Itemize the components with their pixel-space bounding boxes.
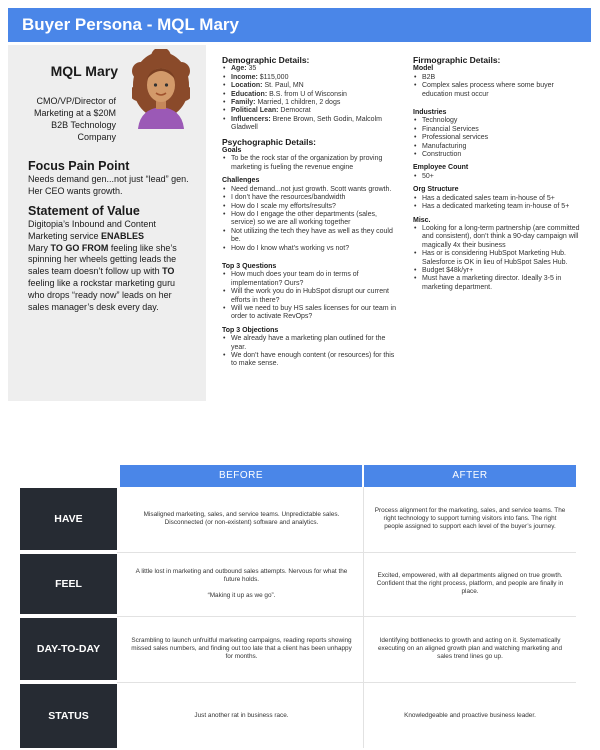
list-item: • How do I scale my efforts/results? (231, 203, 397, 211)
page-header (8, 8, 591, 42)
row-divider (117, 682, 576, 683)
have-before-cell: Misaligned marketing, sales, and service teams. Unpredictable sales. Disconnected (or non-existent) software and analytics. (143, 511, 340, 526)
goals-label: Goals (222, 147, 242, 155)
demographic-title: Demographic Details: (222, 55, 310, 65)
misc-label: Misc. (413, 216, 431, 224)
list-item: • I don’t have the resources/bandwidth (231, 194, 397, 202)
psychographic-title: Psychographic Details: (222, 136, 317, 147)
challenges-label: Challenges (222, 177, 260, 185)
objections-list (222, 335, 397, 369)
list-item: • To be the rock star of the organization by proving marketing is fueling the revenue engine (231, 155, 397, 172)
list-item: • Political Lean: Democrat (231, 107, 397, 115)
feel-before-cell: A little lost in marketing and outbound sales attempts. Nervous for what the future holds. “Making it up as we go”. (135, 568, 348, 599)
org-label: Org Structure (413, 186, 459, 194)
list-item: • Professional services (422, 134, 583, 142)
list-item: • Will the work you do in HubSpot disrupt our current efforts in there? (231, 288, 397, 305)
list-item: • Financial Services (422, 126, 583, 134)
status-after-cell: Knowledgeable and proactive business leader. (404, 712, 536, 719)
statement-title: Statement of Value (28, 204, 140, 218)
row-divider (117, 552, 576, 553)
list-item: • Looking for a long-term partnership (are committed and consistent), don’t think a 90-day campaign will magically 4x their business (422, 225, 583, 250)
goals-list (222, 155, 397, 172)
list-item: • How do I engage the other departments (sales, service) so we are all working together (231, 211, 397, 228)
industries-label: Industries (413, 109, 447, 117)
challenges-list (222, 186, 397, 253)
list-item: • We already have a marketing plan outlined for the year. (231, 335, 397, 352)
day-after-cell: Identifying bottlenecks to growth and acting on it. Systematically executing on an aligned growth plan and watching marketing and sales trend lines go up. (377, 637, 563, 660)
list-item: • Will we need to buy HS sales licenses for our team in order to activate RevOps? (231, 305, 397, 322)
page-title: Buyer Persona - MQL Mary (22, 15, 239, 34)
list-item: • How do I know what’s working vs not? (231, 245, 397, 253)
have-after-cell: Process alignment for the marketing, sales, and service teams. The right technology to support turning visitors into fans. The right people assigned to support each level of the buyer’s journey. (374, 507, 566, 530)
firmographic-title: Firmographic Details: (413, 55, 501, 65)
employee-label: Employee Count (413, 164, 469, 172)
list-item: • Budget $48k/yr+ (422, 267, 583, 275)
persona-panel (8, 45, 206, 401)
persona-avatar (132, 49, 190, 129)
demographic-list (222, 65, 397, 132)
persona-name: MQL Mary (50, 63, 118, 79)
row-label-status: STATUS (20, 684, 117, 748)
list-item: • We don’t have enough content (or resources) for this to make sense. (231, 352, 397, 369)
list-item: • Age: 35 (231, 65, 397, 73)
questions-list (222, 271, 397, 321)
after-header: AFTER (364, 465, 576, 487)
list-item: • Education: B.S. from U of Wisconsin (231, 91, 397, 99)
list-item: • Income: $115,000 (231, 74, 397, 82)
model-list (413, 74, 583, 99)
status-before-cell: Just another rat in business race. (194, 712, 289, 719)
persona-role: CMO/VP/Director of Marketing at a $20M B2B Technology Company (33, 96, 116, 142)
list-item: • Technology (422, 117, 583, 125)
model-label: Model (413, 65, 434, 73)
list-item: • Manufacturing (422, 143, 583, 151)
industries-list (413, 117, 583, 159)
focus-title: Focus Pain Point (28, 159, 130, 173)
list-item: • Location: St. Paul, MN (231, 82, 397, 90)
list-item: • Need demand...not just growth. Scott wants growth. (231, 186, 397, 194)
before-header: BEFORE (120, 465, 362, 487)
list-item: • Complex sales process where some buyer education must occur (422, 82, 583, 99)
list-item: • Construction (422, 151, 583, 159)
list-item: • 50+ (422, 173, 583, 181)
day-before-cell: Scrambling to launch unfruitful marketing campaigns, reading reports showing missed sales numbers, and finding out too late that a client has been unhappy for months. (131, 637, 352, 660)
list-item: • Has a dedicated sales team in-house of 5+ (422, 195, 583, 203)
list-item: • Must have a marketing director. Ideally 3-5 in marketing department. (422, 275, 583, 292)
list-item: • Has or is considering HubSpot Marketing Hub. Salesforce is OK in lieu of HubSpot Sales Hub. (422, 250, 583, 267)
misc-list (413, 225, 583, 292)
row-label-feel: FEEL (20, 554, 117, 614)
focus-text: Needs demand gen...not just “lead” gen. Her CEO wants growth. (28, 174, 189, 196)
list-item: • Not utilizing the tech they have as well as they could be. (231, 228, 397, 245)
list-item: • How much does your team do in terms of implementation? Ours? (231, 271, 397, 288)
objections-label: Top 3 Objections (222, 326, 279, 334)
questions-label: Top 3 Questions (222, 262, 277, 270)
org-list (413, 195, 583, 212)
firmographic-column (413, 56, 583, 292)
demo-psycho-column (222, 56, 397, 369)
row-label-have: HAVE (20, 488, 117, 550)
employee-list (413, 173, 583, 181)
row-divider (117, 616, 576, 617)
list-item: • Has a dedicated marketing team in-house of 5+ (422, 203, 583, 211)
statement-text: Digitopia’s Inbound and Content Marketing service ENABLES Mary TO GO FROM feeling like she’s spinning her wheels getting leads the sales team doesn’t follow up with TO feeling like a rockstar marketing guru who drops “ready now” leads on her sales manager’s desk every day. (28, 219, 177, 312)
list-item: • B2B (422, 74, 583, 82)
row-label-day-to-day: DAY-TO-DAY (20, 618, 117, 680)
list-item: • Family: Married, 1 children, 2 dogs (231, 99, 397, 107)
feel-after-cell: Excited, empowered, with all departments aligned on true growth. Confident that the right process, platform, and people are finally in place. (376, 572, 564, 595)
list-item: • Influencers: Brene Brown, Seth Godin, Malcolm Gladwell (231, 116, 397, 133)
